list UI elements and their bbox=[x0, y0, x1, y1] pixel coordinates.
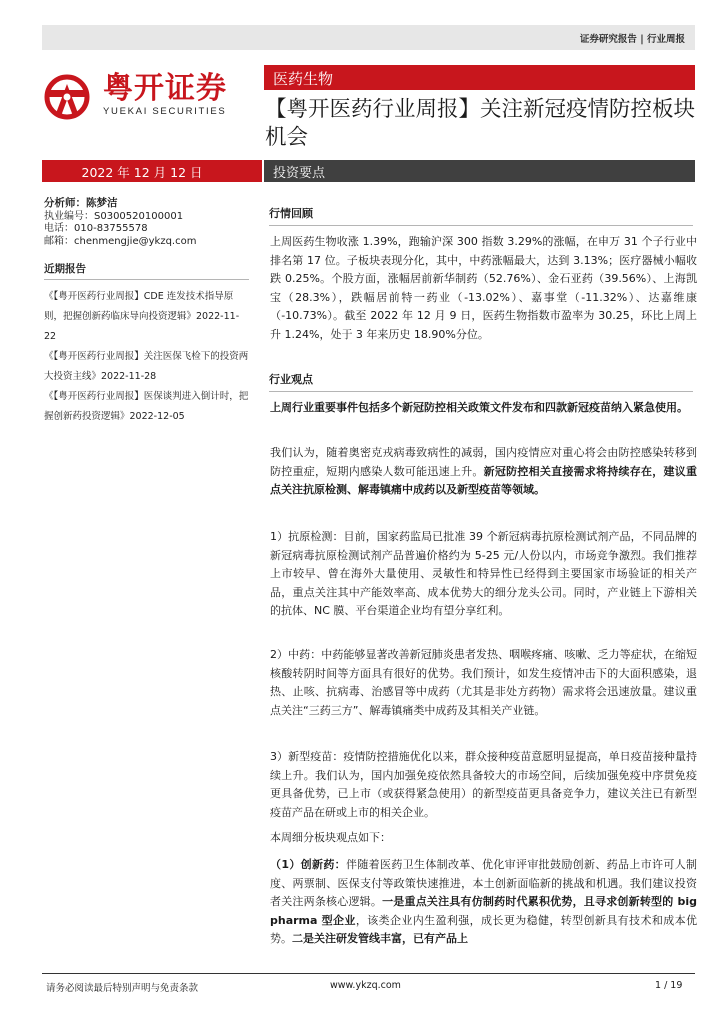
analyst-cert: 执业编号：S0300520100001 bbox=[44, 210, 184, 222]
logo-mark-icon bbox=[42, 72, 96, 122]
recent-report-item[interactable]: 《【粤开医药行业周报】CDE 连发技术指导原则，把握创新药临床导向投资逻辑》2022-11-22 bbox=[44, 290, 240, 342]
views-key-event bbox=[270, 399, 697, 418]
page-number: 1 / 19 bbox=[655, 980, 683, 991]
analyst-name: 分析师：陈梦洁 bbox=[44, 197, 118, 209]
recent-report-item[interactable]: 《【粤开医药行业周报】关注医保飞检下的投资两大投资主线》2022-11-28 bbox=[44, 350, 249, 382]
summary-bar bbox=[264, 160, 695, 182]
key-event-text: 上周行业重要事件包括多个新冠防控相关政策文件发布和四款新冠疫苗纳入紧急使用。 bbox=[270, 401, 688, 414]
sector-label: 医药生物 bbox=[273, 70, 334, 88]
date-bar bbox=[42, 160, 262, 182]
logo-text-cn: 粤开证券 bbox=[103, 71, 227, 106]
recent-reports-heading: 近期报告 bbox=[44, 263, 249, 280]
views-heading: 行业观点 bbox=[269, 371, 693, 392]
footer-rule bbox=[42, 973, 695, 974]
innovative-drug-logic-1: 一是重点关注具有仿制药时代累积优势，且寻求创新转型的 big pharma 型企业 bbox=[270, 895, 697, 927]
innovative-drug-logic-2: 二是关注研发管线丰富，已有产品上 bbox=[292, 932, 468, 945]
left-sidebar bbox=[44, 197, 249, 427]
analyst-phone: 电话：010-83755578 bbox=[44, 223, 148, 234]
subsector-intro: 本周细分板块观点如下： bbox=[270, 831, 391, 844]
innovative-drug-paragraph bbox=[270, 856, 697, 949]
top-header-bar bbox=[42, 25, 695, 50]
views-p2-emphasis: 新冠防控相关直接需求将持续存在，建议重点关注抗原检测、解毒镇痛中成药以及新型疫苗等领域。 bbox=[270, 464, 698, 496]
innovative-drug-text: 伴随着医药卫生体制改革、优化审评审批鼓励创新、药品上市许可人制度、两票制、医保支付等政策快速推进，本土创新面临新的挑战和机遇。我们建议投资者关注两条核心逻辑。 bbox=[270, 858, 698, 908]
antigen-paragraph: 1）抗原检测：目前，国家药监局已批准 39 个新冠病毒抗原检测试剂产品，不同品牌的新冠病毒抗原检测试剂产品普遍价格约为 5-25 元/人份以内，市场竞争激烈。我们推荐上市较早、曾在海外大量使用、灵敏性和特异性已经得到主要国家市场验证的相关产品，重点关注其中产能效率高、成本优势大的细分龙头公司。同时，产业链上下游相关的抗体、NC 膜、平台渠道企业均有望分享红利。 bbox=[270, 530, 697, 617]
innovative-drug-label: （1）创新药： bbox=[270, 858, 346, 871]
views-paragraph-1 bbox=[270, 444, 697, 500]
review-paragraph: 上周医药生物收涨 1.39%，跑输沪深 300 指数 3.29%的涨幅，在申万 31 个子行业中排名第 17 位。子板块表现分化，其中，中药涨幅最大，达到 3.13%；医疗器械小幅收跌 0.25%。个股方面，涨幅居前新华制药（52.76%）、金石亚药（39.56%）、上海凯宝（28.3%），跌幅居前特一药业（-13.02%）、嘉事堂（-11.32%）、达嘉维康（-10.73%）。截至 2022 年 12 月 9 日，医药生物指数市盈率为 30.25，环比上周上升 1.24%，处于 3 年来历史 18.90%分位。 bbox=[270, 235, 697, 341]
footer-disclaimer[interactable]: 请务必阅读最后特别声明与免责条款 bbox=[46, 983, 199, 994]
report-date: 2022 年 12 月 12 日 bbox=[81, 165, 203, 180]
report-type-label: 证券研究报告 | 行业周报 bbox=[579, 34, 685, 45]
footer-website[interactable]: www.ykzq.com bbox=[330, 980, 401, 991]
tcm-paragraph: 2）中药：中药能够显著改善新冠肺炎患者发热、咽喉疼痛、咳嗽、乏力等症状，在缩短核酸转阴时间等方面具有很好的优势。我们预计，如发生疫情冲击下的大面积感染，退热、止咳、抗病毒、治感冒等中成药（尤其是非处方药物）需求将会迅速放量。建议重点关注“三药三方”、解毒镇痛类中成药及其相关产业链。 bbox=[270, 648, 697, 717]
logo-text-en: YUEKAI SECURITIES bbox=[103, 106, 227, 117]
analyst-email[interactable]: 邮箱：chenmengjie@ykzq.com bbox=[44, 235, 197, 247]
innovative-drug-text-2: ，该类企业内生盈利强，成长更为稳健，转型创新具有技术和成本优势。 bbox=[270, 913, 697, 945]
views-p2-text: 我们认为，随着奥密克戎病毒致病性的减弱，国内疫情应对重心将会由防控感染转移到防控重症，短期内感染人数可能迅速上升。 bbox=[270, 446, 697, 478]
summary-label: 投资要点 bbox=[273, 166, 326, 181]
review-heading: 行情回顾 bbox=[269, 205, 693, 226]
report-title: 【粤开医药行业周报】关注新冠疫情防控板块机会 bbox=[265, 97, 696, 150]
sector-bar bbox=[264, 65, 695, 90]
recent-report-item[interactable]: 《【粤开医药行业周报】医保谈判进入倒计时，把握创新药投资逻辑》2022-12-05 bbox=[44, 390, 249, 422]
vaccine-paragraph: 3）新型疫苗：疫情防控措施优化以来，群众接种疫苗意愿明显提高，单日疫苗接种量持续上升。我们认为，国内加强免疫依然具备较大的市场空间，后续加强免疫中序贯免疫更具备优势，已上市（或获得紧急使用）的新型疫苗更具备竞争力，建议关注已有新型疫苗产品在研或上市的相关企业。 bbox=[270, 750, 697, 819]
